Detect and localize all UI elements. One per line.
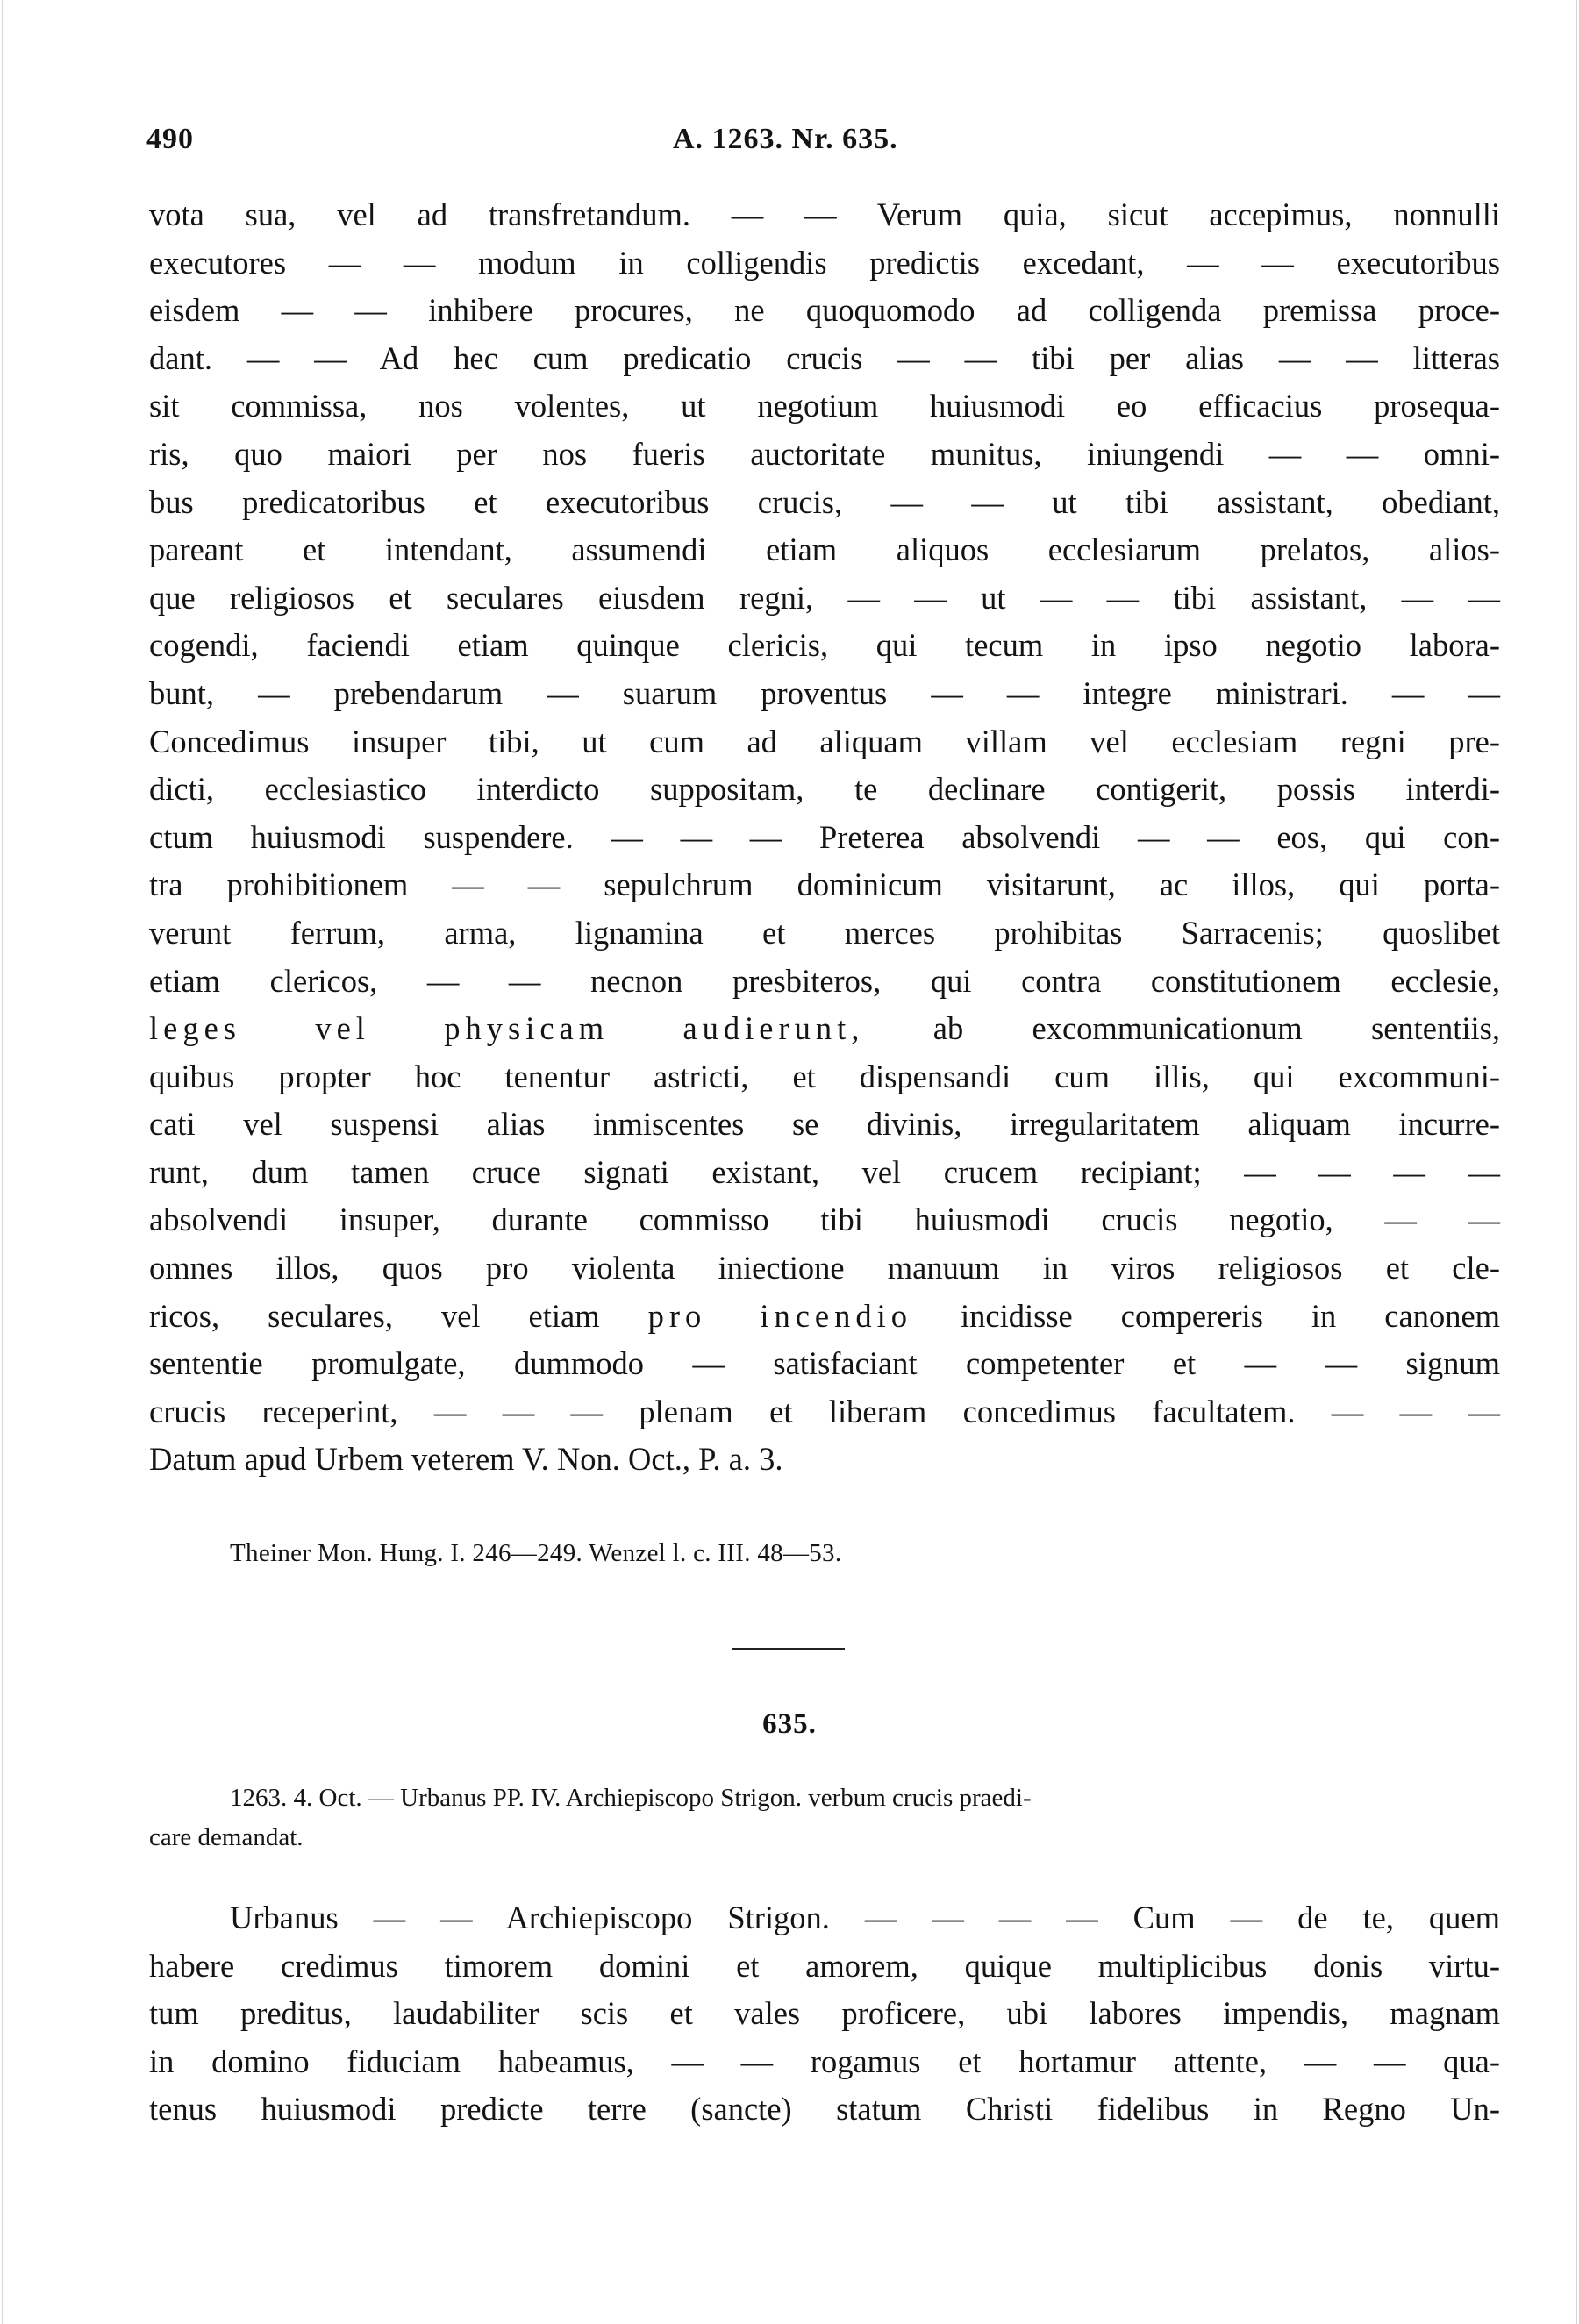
text-line: habere credimus timorem domini et amorem, quique multiplicibus donis virtu- (149, 1947, 1500, 1984)
letterspaced-emphasis: pro incendio (647, 1297, 912, 1334)
document-number: 635. (762, 1708, 817, 1740)
text-fragment: ab excommunicationum sententiis, (932, 1010, 1500, 1047)
text-line: que religiosos et seculares eiusdem regni, — — ut — — tibi assistant, — — (149, 579, 1500, 616)
text-line: sit commissa, nos volentes, ut negotium huiusmodi eo efficacius prosequa- (149, 388, 1500, 424)
dating-line: Datum apud Urbem veterem V. Non. Oct., P. a. 3. (149, 1441, 783, 1478)
regest-summary (149, 1779, 1500, 1857)
text-line: tra prohibitionem — — sepulchrum dominicum visitarunt, ac illos, qui porta- (149, 866, 1500, 903)
text-line: Urbanus — — Archiepiscopo Strigon. — — — — Cum — de te, quem (230, 1900, 1500, 1935)
text-fragment: incidisse compereris in canonem (961, 1297, 1501, 1334)
text-line: executores — — modum in colligendis predictis excedant, — — executoribus (149, 244, 1500, 281)
text-line: tenus huiusmodi predicte terre (sancte) statum Christi fidelibus in Regno Un- (149, 2091, 1500, 2128)
text-line: ris, quo maiori per nos fueris auctoritate munitus, iniungendi — — omni- (149, 435, 1500, 472)
text-line: etiam clericos, — — necnon presbiteros, qui contra constitutionem ecclesie, (149, 962, 1500, 999)
scan-edge-right (1576, 0, 1577, 2324)
text-line: eisdem — — inhibere procures, ne quoquomodo ad colligenda premissa proce- (149, 292, 1500, 329)
text-line: quibus propter hoc tenentur astricti, et dispensandi cum illis, qui excommuni- (149, 1058, 1500, 1094)
text-line: absolvendi insuper, durante commisso tibi huiusmodi crucis negotio, — — (149, 1201, 1500, 1238)
text-line: dicti, ecclesiastico interdicto suppositam, te declinare contigerit, possis interdi- (149, 771, 1500, 808)
text-line: vota sua, vel ad transfretandum. — — Verum quia, sicut accepimus, nonnulli (149, 196, 1500, 232)
scan-edge-left (2, 0, 3, 2324)
text-line: cogendi, faciendi etiam quinque clericis, qui tecum in ipso negotio labora- (149, 627, 1500, 664)
text-line: sententie promulgate, dummodo — satisfaciant competenter et — — signum (149, 1345, 1500, 1382)
text-line: verunt ferrum, arma, lignamina et merces prohibitas Sarracenis; quoslibet (149, 914, 1500, 951)
section-divider (732, 1648, 845, 1650)
text-line: cati vel suspensi alias inmiscentes se divinis, irregularitatem aliquam incurre- (149, 1106, 1500, 1143)
text-line: Concedimus insuper tibi, ut cum ad aliquam villam vel ecclesiam regni pre- (149, 723, 1500, 759)
text-line: omnes illos, quos pro violenta iniectione manuum in viros religiosos et cle- (149, 1250, 1500, 1287)
text-line: ctum huiusmodi suspendere. — — — Preterea absolvendi — — eos, qui con- (149, 818, 1500, 855)
text-fragment: ricos, seculares, vel etiam (149, 1297, 600, 1334)
text-line: pareant et intendant, assumendi etiam aliquos ecclesiarum prelatos, alios- (149, 531, 1500, 568)
text-line: in domino fiduciam habeamus, — — rogamus et hortamur attente, — — qua- (149, 2042, 1500, 2079)
previous-document-body (149, 191, 1500, 1484)
page-number: 490 (146, 123, 194, 155)
regest-line: care demandat. (149, 1823, 304, 1851)
text-line: bus predicatoribus et executoribus crucis, — — ut tibi assistant, obediant, (149, 483, 1500, 520)
source-citation: Theiner Mon. Hung. I. 246—249. Wenzel l. c. III. 48—53. (230, 1539, 842, 1567)
text-line: crucis receperint, — — — plenam et liberam concedimus facultatem. — — — (149, 1393, 1500, 1429)
text-line: tum preditus, laudabiliter scis et vales proficere, ubi labores impendis, magnam (149, 1995, 1500, 2032)
running-header (146, 123, 1497, 167)
text-line: dant. — — Ad hec cum predicatio crucis — — tibi per alias — — litteras (149, 339, 1500, 376)
running-title: A. 1263. Nr. 635. (673, 123, 898, 155)
text-line-spaced (149, 1293, 1500, 1341)
letterspaced-emphasis: leges vel physicam audierunt, (149, 1010, 865, 1047)
text-line: bunt, — prebendarum — suarum proventus — — integre ministrari. — — (149, 674, 1500, 711)
new-document-body (149, 1894, 1500, 2134)
text-line: runt, dum tamen cruce signati existant, vel crucem recipiant; — — — — (149, 1153, 1500, 1190)
text-line-spaced (149, 1005, 1500, 1053)
regest-line: 1263. 4. Oct. — Urbanus PP. IV. Archiepiscopo Strigon. verbum crucis praedi- (230, 1784, 1032, 1812)
